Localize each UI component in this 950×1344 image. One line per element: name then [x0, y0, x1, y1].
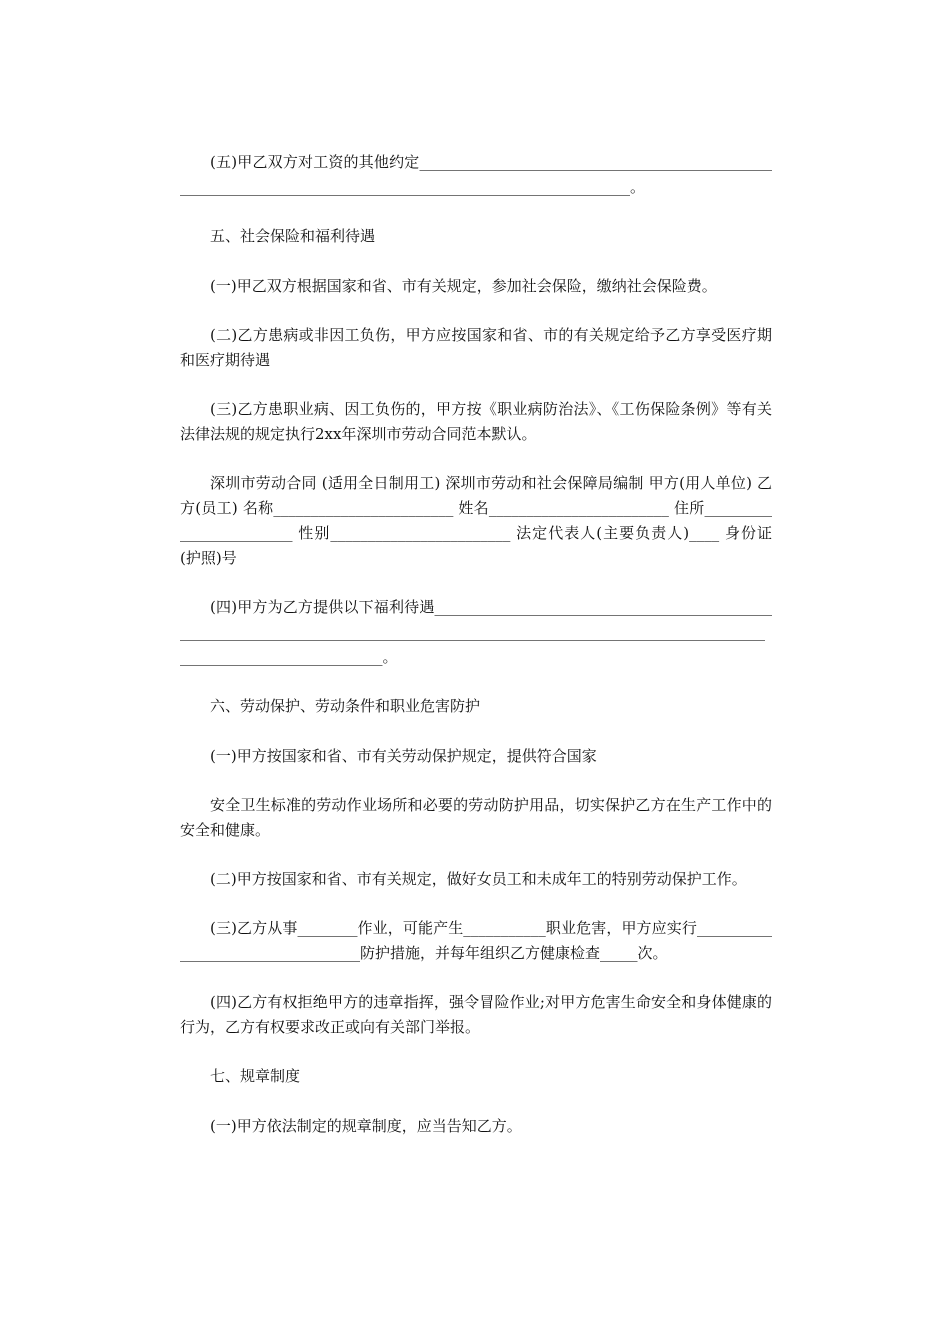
- document-body: [180, 150, 772, 1163]
- paragraph-welfare-benefits: (四)甲方为乙方提供以下福利待遇______________________________________________________________________________________________________________________________________________________。: [180, 598, 772, 666]
- paragraph-contract-header-fields: 深圳市劳动合同 (适用全日制用工) 深圳市劳动和社会保障局编制 甲方(用人单位) 乙方(员工) 名称________________________ 姓名________________________ 住所________________________ 性别________________________ 法定代表人(主要负责人)____ 身份证(护照)号: [180, 474, 772, 567]
- paragraph-rules-notice: (一)甲方依法制定的规章制度，应当告知乙方。: [210, 1117, 522, 1135]
- paragraph-occupational-injury: (三)乙方患职业病、因工负伤的，甲方按《职业病防治法》、《工伤保险条例》等有关法律法规的规定执行2xx年深圳市劳动合同范本默认。: [180, 400, 772, 443]
- section-heading-rules: 七、规章制度: [210, 1067, 301, 1085]
- paragraph-labor-protection-rules: (一)甲方按国家和省、市有关劳动保护规定，提供符合国家: [210, 747, 597, 765]
- section-heading-social-insurance: 五、社会保险和福利待遇: [210, 227, 376, 245]
- paragraph-female-minor-protection: (二)甲方按国家和省、市有关规定，做好女员工和未成年工的特别劳动保护工作。: [210, 870, 747, 888]
- paragraph-social-insurance: (一)甲乙双方根据国家和省、市有关规定，参加社会保险，缴纳社会保险费。: [210, 277, 717, 295]
- paragraph-wage-other-terms: (五)甲乙双方对工资的其他约定___________________________________________________________________________________________________________。: [180, 153, 772, 196]
- section-heading-labor-protection: 六、劳动保护、劳动条件和职业危害防护: [210, 697, 481, 715]
- paragraph-right-to-refuse: (四)乙方有权拒绝甲方的违章指挥，强令冒险作业;对甲方危害生命安全和身体健康的行为，乙方有权要求改正或向有关部门举报。: [180, 993, 772, 1036]
- paragraph-occupational-hazard: (三)乙方从事________作业，可能产生___________职业危害，甲方应实行__________________________________防护措施，并每年组织乙方健康检查_____次。: [180, 919, 772, 962]
- paragraph-safety-standards: 安全卫生标准的劳动作业场所和必要的劳动防护用品，切实保护乙方在生产工作中的安全和健康。: [180, 796, 772, 839]
- paragraph-illness-leave: (二)乙方患病或非因工负伤，甲方应按国家和省、市的有关规定给予乙方享受医疗期和医疗期待遇: [180, 326, 772, 369]
